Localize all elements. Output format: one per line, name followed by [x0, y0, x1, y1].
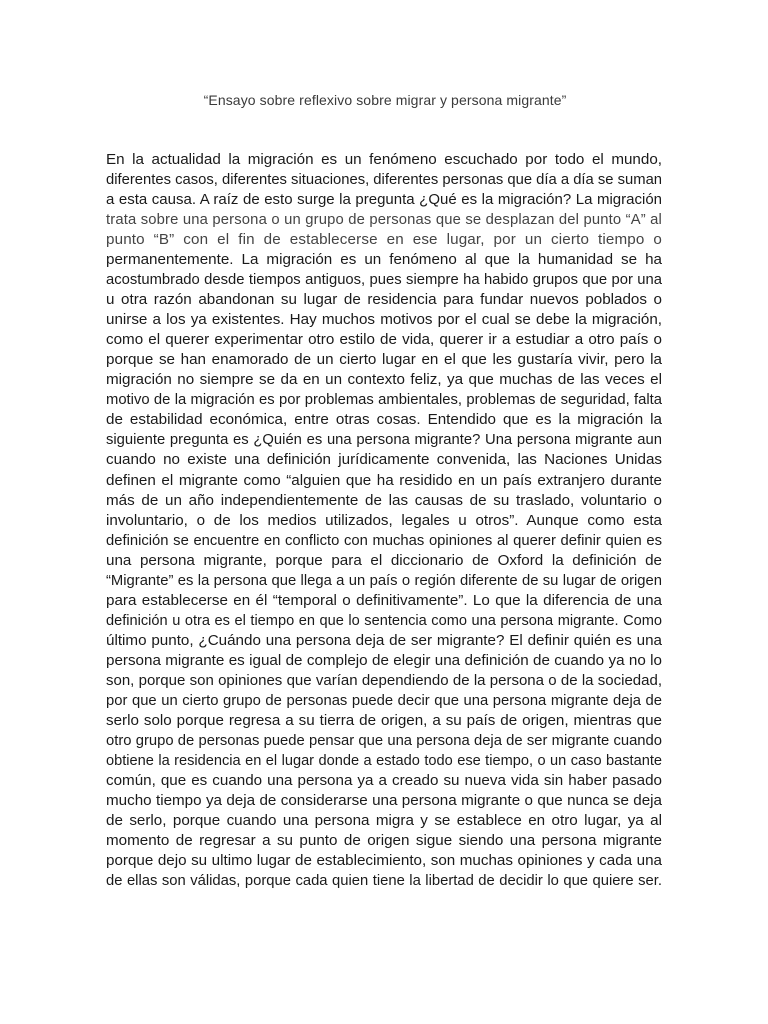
text-line: persona migrante es igual de complejo de elegir una definición de cuando ya no lo — [106, 651, 662, 669]
text-line: punto “B” con el fin de establecerse en ese lugar, por un cierto tiempo o — [106, 231, 662, 249]
text-line: cuando no existe una definición jurídicamente convenida, las Naciones Unidas — [106, 451, 662, 469]
text-line: por que un cierto grupo de personas puede decir que una persona migrante deja de — [106, 692, 662, 709]
text-line: “Migrante” es la persona que llega a un país o región diferente de su lugar de origen — [106, 572, 662, 589]
text-line: u otra razón abandonan su lugar de residencia para fundar nuevos poblados o — [106, 291, 662, 309]
text-line: unirse a los ya existentes. Hay muchos motivos por el cual se debe la migración, — [106, 311, 662, 329]
text-line: como el querer experimentar otro estilo de vida, querer ir a estudiar a otro país o — [106, 331, 662, 349]
text-line: de estabilidad económica, entre otras cosas. Entendido que es la migración la — [106, 411, 662, 429]
text-line: a esta causa. A raíz de esto surge la pregunta ¿Qué es la migración? La migración — [106, 191, 662, 209]
text-line: involuntario, o de los medios utilizados, legales u otros”. Aunque como esta — [106, 511, 662, 529]
text-line: migración no siempre se da en un contexto feliz, ya que muchas de las veces el — [106, 371, 662, 389]
text-line: último punto, ¿Cuándo una persona deja de ser migrante? El definir quién es una — [106, 631, 662, 649]
text-line: una persona migrante, porque para el diccionario de Oxford la definición de — [106, 551, 662, 569]
text-line: porque dejo su ultimo lugar de establecimiento, son muchas opiniones y cada una — [106, 852, 662, 870]
document-title: “Ensayo sobre reflexivo sobre migrar y persona migrante” — [203, 92, 567, 108]
essay-paragraph — [106, 150, 662, 891]
text-line: de ellas son válidas, porque cada quien tiene la libertad de decidir lo que quiere ser. — [106, 873, 662, 890]
text-line: momento de regresar a su punto de origen sigue siendo una persona migrante — [106, 832, 662, 850]
text-line: definición se encuentre en conflicto con muchas opiniones al querer definir quien es — [106, 532, 662, 549]
text-line: mucho tiempo ya deja de considerarse una persona migrante o que nunca se deja — [106, 792, 662, 809]
text-line: serlo solo porque regresa a su tierra de origen, a su país de origen, mientras que — [106, 711, 662, 729]
text-line: son, porque son opiniones que varían dependiendo de la persona o de la sociedad, — [106, 671, 662, 689]
text-line: diferentes casos, diferentes situaciones, diferentes personas que día a día se suman — [106, 172, 662, 189]
text-line: obtiene la residencia en el lugar donde a estado todo ese tiempo, o un caso bastante — [106, 752, 662, 769]
text-line: común, que es cuando una persona ya a creado su nueva vida sin haber pasado — [106, 771, 662, 789]
text-line: permanentemente. La migración es un fenómeno al que la humanidad se ha — [106, 251, 662, 269]
text-line: definición u otra es el tiempo en que lo sentencia como una persona migrante. Como — [106, 612, 662, 629]
text-line: porque se han enamorado de un cierto lugar en el que les gustaría vivir, pero la — [106, 351, 662, 369]
text-line: motivo de la migración es por problemas ambientales, problemas de seguridad, falta — [106, 392, 662, 409]
text-line: más de un año independientemente de las causas de su traslado, voluntario o — [106, 491, 662, 509]
text-line: siguiente pregunta es ¿Quién es una persona migrante? Una persona migrante aun — [106, 432, 662, 449]
text-line: trata sobre una persona o un grupo de personas que se desplazan del punto “A” al — [106, 212, 662, 229]
text-line: para establecerse en él “temporal o definitivamente”. Lo que la diferencia de una — [106, 591, 662, 609]
text-line: otro grupo de personas puede pensar que una persona deja de ser migrante cuando — [106, 732, 662, 749]
text-line: acostumbrado desde tiempos antiguos, pues siempre ha habido grupos que por una — [106, 272, 662, 289]
text-line: En la actualidad la migración es un fenómeno escuchado por todo el mundo, — [106, 151, 662, 168]
text-line: definen el migrante como “alguien que ha residido en un país extranjero durante — [106, 471, 662, 489]
text-line: de serlo, porque cuando una persona migra y se establece en otro lugar, ya al — [106, 812, 662, 830]
